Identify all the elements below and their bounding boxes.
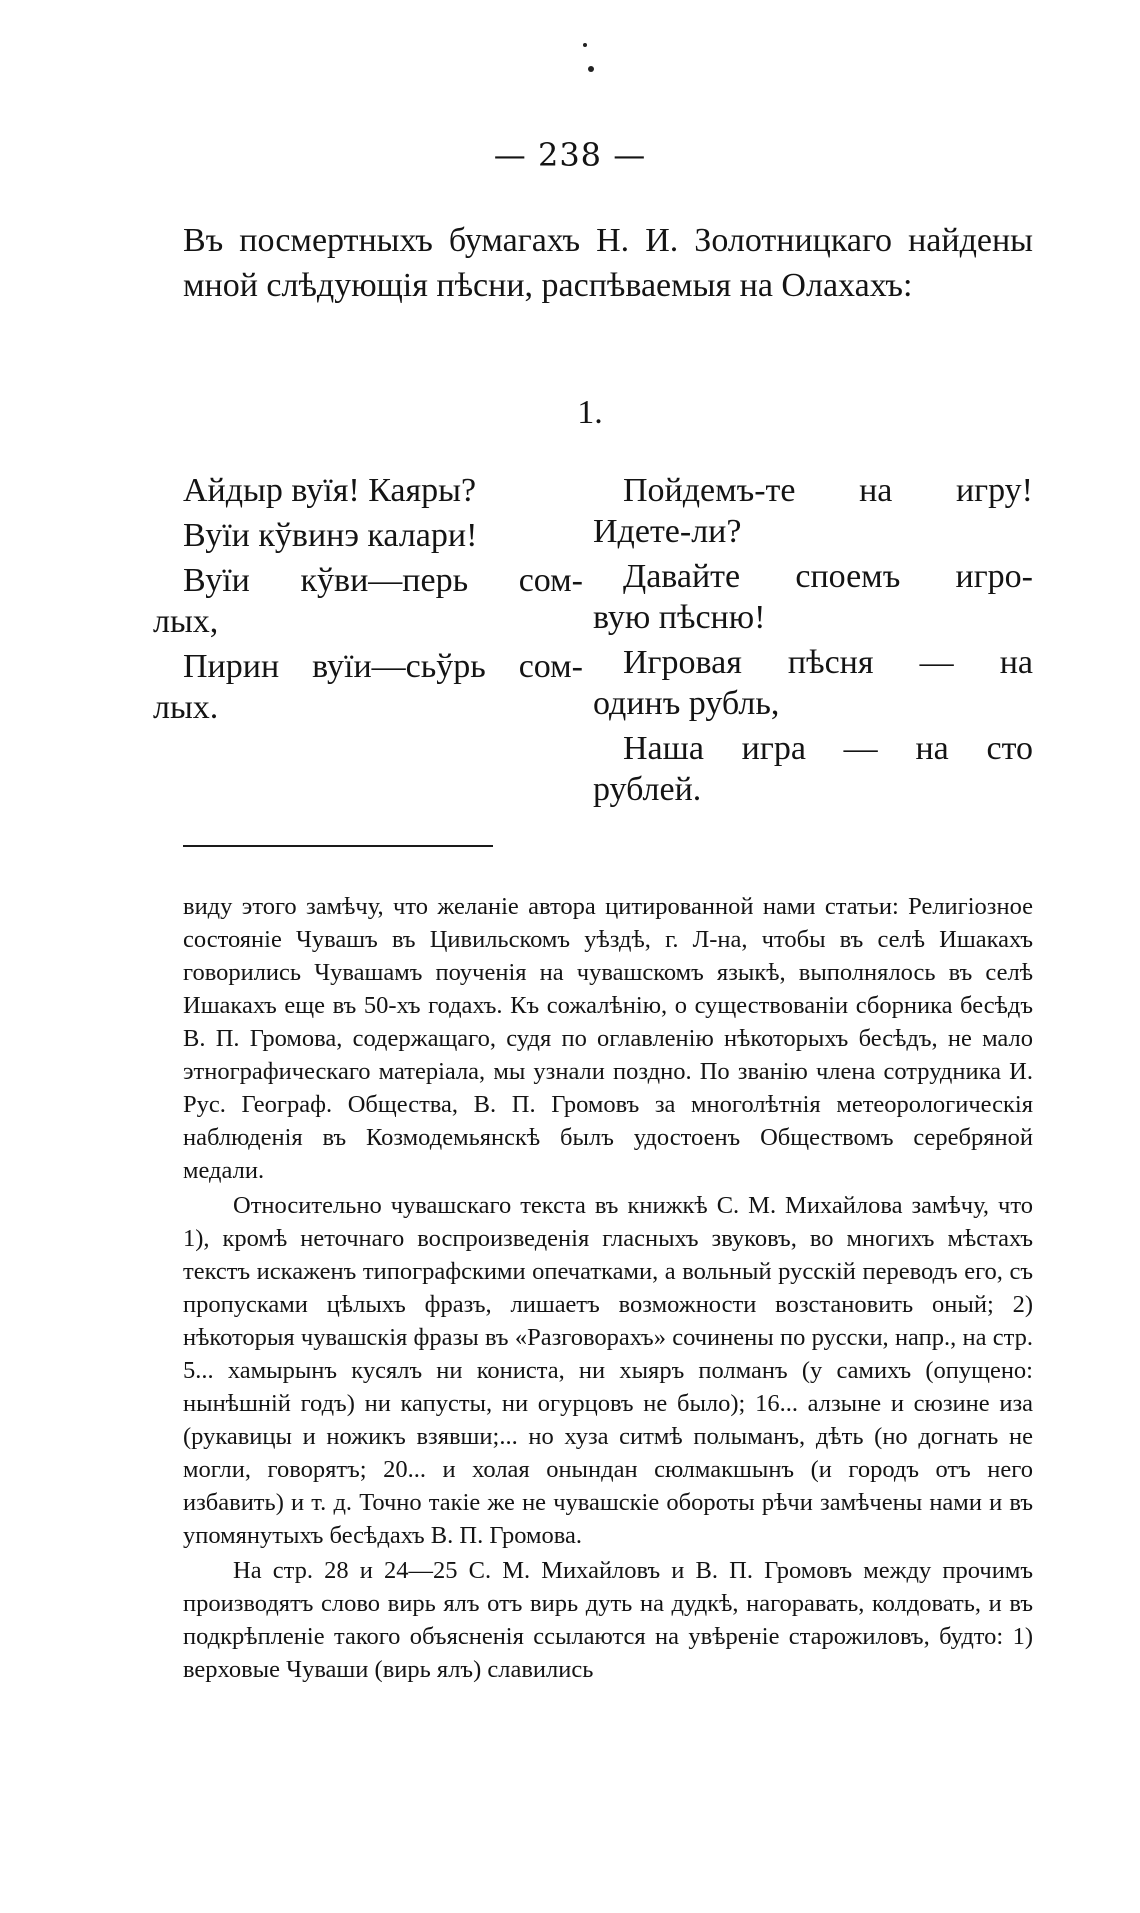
- song-line: Давайте споемъ игро-: [623, 558, 1033, 595]
- song-line: Вуїи кўви—перь сом-: [183, 562, 583, 599]
- print-speck: [588, 66, 594, 72]
- chuvash-stanza: [183, 515, 583, 556]
- page-number: — 238 —: [493, 136, 647, 174]
- song-line: лых.: [153, 689, 219, 726]
- chuvash-stanza: [183, 470, 583, 511]
- chuvash-stanza: [153, 560, 583, 642]
- russian-stanza: [593, 556, 1033, 638]
- russian-stanza: [593, 728, 1033, 810]
- song-line: вую пѣсню!: [593, 599, 766, 636]
- russian-stanza: [593, 642, 1033, 724]
- footnotes: [183, 890, 1033, 1686]
- footnote-rule: [183, 845, 493, 847]
- song-line: Наша игра — на сто: [623, 730, 1033, 767]
- song-line: Айдыр вуїя! Каяры?: [183, 472, 477, 509]
- footnote-paragraph: Относительно чувашскаго текста въ книжкѣ С. М. Михайлова замѣчу, что 1), кромѣ неточнаго воспроизведенія гласныхъ звуковъ, во многихъ мѣстахъ текстъ искаженъ типографскими опечатками, а вольный русскій переводъ его, съ пропусками цѣлыхъ фразъ, лишаетъ возможности возстановить оный; 2) нѣкоторыя чувашскія фразы въ «Разговорахъ» сочинены по русски, напр., на стр. 5... хамырынъ кусялъ ни кониста, ни хыяръ полманъ (у самихъ (опущено: нынѣшній годъ) ни капусты, ни огурцовъ не было); 16... алзыне и сюзине иза (рукавицы и ножикъ взявши;... но хуза ситмѣ полыманъ, дѣть (но догнать не могли, говорятъ; 20... и холая онындан сюлмакшынъ (и городъ отъ него избавить) и т. д. Точно такіе же не чувашскіе обороты рѣчи замѣчены нами и въ упомянутыхъ бесѣдахъ В. П. Громова.: [183, 1192, 1033, 1549]
- song-line: Идете-ли?: [593, 513, 742, 550]
- song-line: Пирин вуїи—сьўрь сом-: [183, 648, 583, 685]
- song-number: 1.: [577, 394, 603, 431]
- footnote-paragraph: На стр. 28 и 24—25 С. М. Михайловъ и В. П. Громовъ между прочимъ производятъ слово вирь ялъ отъ вирь дуть на дудкѣ, нагоравать, колдовать, и въ подкрѣпленіе такого объясненія ссылаются на увѣреніе старожиловъ, будто: 1) верховые Чуваши (вирь ялъ) славились: [183, 1557, 1033, 1683]
- intro-paragraph: Въ посмертныхъ бумагахъ Н. И. Золотницкаго найдены мной слѣдующія пѣсни, распѣваемыя на Олахахъ:: [183, 222, 1033, 304]
- russian-stanza: [593, 470, 1033, 552]
- song-line: рублей.: [593, 771, 702, 808]
- song-line: Вуїи кўвинэ калари!: [183, 517, 478, 554]
- print-speck: [583, 43, 587, 47]
- song-line: лых,: [153, 603, 219, 640]
- footnote-paragraph: виду этого замѣчу, что желаніе автора цитированной нами статьи: Религіозное состояніе Чувашъ въ Цивильскомъ уѣздѣ, г. Л-на, чтобы въ селѣ Ишакахъ говорились Чувашамъ поученія на чувашскомъ языкѣ, выполнялось въ селѣ Ишакахъ еще въ 50-хъ годахъ. Къ сожалѣнію, о существованіи сборника бесѣдъ В. П. Громова, содержащаго, судя по оглавленію нѣкоторыхъ бесѣдъ, не мало этнографическаго матеріала, мы узнали поздно. По званію члена сотрудника И. Рус. Географ. Общества, В. П. Громовъ за многолѣтнія метеорологическія наблюденія въ Козмодемьянскѣ былъ удостоенъ Обществомъ серебряной медали.: [183, 893, 1033, 1184]
- song-line: Пойдемъ-те на игру!: [623, 472, 1033, 509]
- song-line: одинъ рубль,: [593, 685, 780, 722]
- song-line: Игровая пѣсня — на: [623, 644, 1033, 681]
- chuvash-stanza: [153, 646, 583, 728]
